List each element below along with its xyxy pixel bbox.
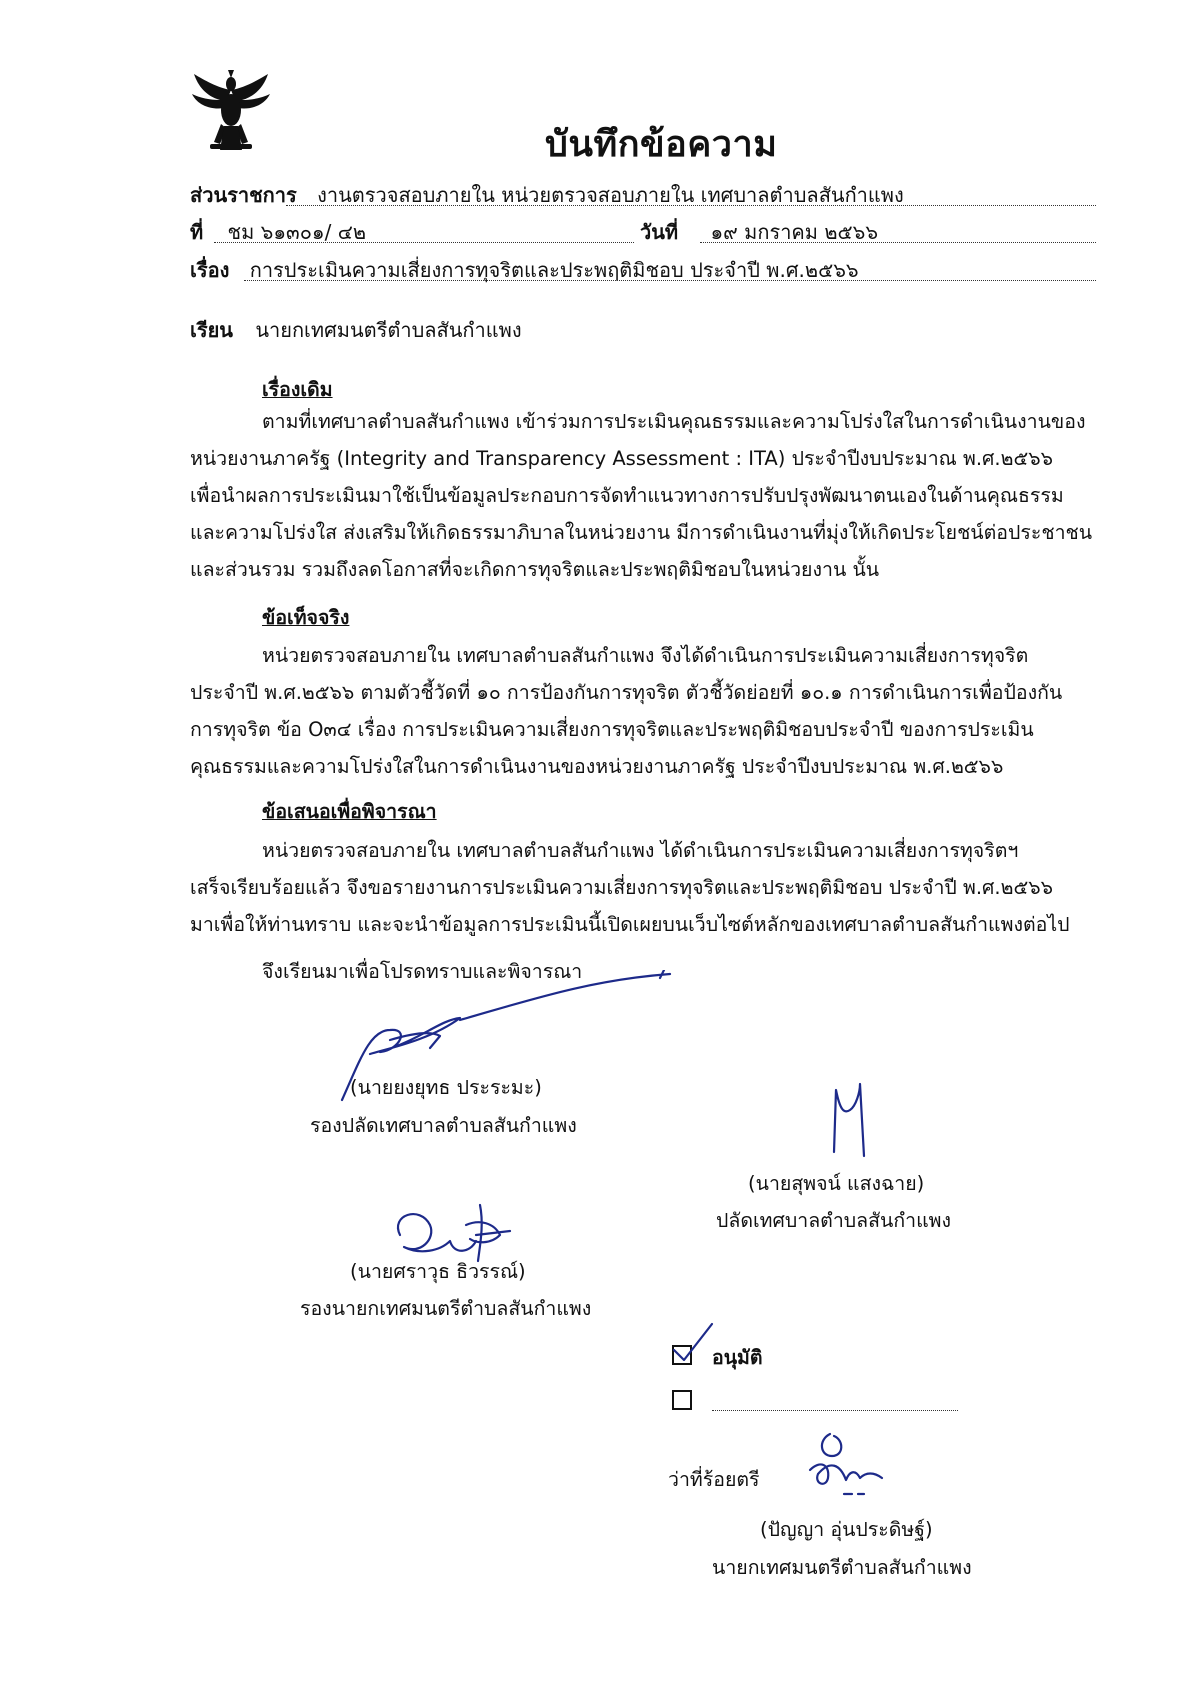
subject-label: เรื่อง [190,258,230,282]
to-label: เรียน [190,318,233,342]
section-heading-proposal: ข้อเสนอเพื่อพิจารณา [262,800,437,823]
agency-dotted-line [286,205,1096,206]
ref-value: ชม ๖๑๓๐๑/ ๔๒ [227,220,367,244]
signer-4-name: (ปัญญา อุ่นประดิษฐ์) [760,1518,933,1541]
signature-2 [820,1080,880,1160]
body-line: เสร็จเรียบร้อยแล้ว จึงขอรายงานการประเมินความเสี่ยงการทุจริตและประพฤติมิชอบ ประจำปี พ.ศ.๒๕๖๖ [190,876,1053,899]
date-row [640,216,878,248]
checkmark-icon [670,1320,716,1366]
memo-title: บันทึกข้อความ [545,124,778,165]
body-line: และความโปร่งใส ส่งเสริมให้เกิดธรรมาภิบาลในหน่วยงาน มีการดำเนินงานที่มุ่งให้เกิดประโยชน์ต่อประชาชน [190,521,1093,544]
body-line: คุณธรรมและความโปร่งใสในการดำเนินงานของหน่วยงานภาครัฐ ประจำปีงบประมาณ พ.ศ.๒๕๖๖ [190,755,1004,778]
agency-value: งานตรวจสอบภายใน หน่วยตรวจสอบภายใน เทศบาลตำบลสันกำแพง [317,183,904,207]
other-option-dotted-line [712,1410,958,1411]
ref-label: ที่ [190,220,204,244]
body-line: หน่วยตรวจสอบภายใน เทศบาลตำบลสันกำแพง จึงได้ดำเนินการประเมินความเสี่ยงการทุจริต [262,644,1029,667]
signer-4-title: นายกเทศมนตรีตำบลสันกำแพง [712,1556,972,1579]
body-line: ประจำปี พ.ศ.๒๕๖๖ ตามตัวชี้วัดที่ ๑๐ การป้องกันการทุจริต ตัวชี้วัดย่อยที่ ๑๐.๑ การดำเนินการเพื่อป้องกัน [190,681,1063,704]
signer-3-name: (นายศราวุธ ธิวรรณ์) [350,1260,526,1283]
subject-value: การประเมินความเสี่ยงการทุจริตและประพฤติมิชอบ ประจำปี พ.ศ.๒๕๖๖ [249,258,859,282]
body-line: หน่วยตรวจสอบภายใน เทศบาลตำบลสันกำแพง ได้ดำเนินการประเมินความเสี่ยงการทุจริตฯ [262,839,1019,862]
rank-prefix: ว่าที่ร้อยตรี [668,1468,760,1491]
garuda-emblem-icon [190,70,272,152]
signature-4 [800,1420,910,1500]
approve-label: อนุมัติ [712,1346,763,1369]
section-heading-background: เรื่องเดิม [262,378,333,401]
ref-row [190,216,366,248]
body-line: และส่วนรวม รวมถึงลดโอกาสที่จะเกิดการทุจริตและประพฤติมิชอบในหน่วยงาน นั้น [190,558,880,581]
agency-label: ส่วนราชการ [190,183,297,207]
body-line: ตามที่เทศบาลตำบลสันกำแพง เข้าร่วมการประเมินคุณธรรมและความโปร่งใสในการดำเนินงานของ [262,410,1086,433]
date-label: วันที่ [640,220,679,244]
body-line: เพื่อนำผลการประเมินมาใช้เป็นข้อมูลประกอบการจัดทำแนวทางการปรับปรุงพัฒนาตนเองในด้านคุณธรรม [190,484,1064,507]
body-line: มาเพื่อให้ท่านทราบ และจะนำข้อมูลการประเมินนี้เปิดเผยบนเว็บไซต์หลักของเทศบาลตำบลสันกำแพงต่อไป [190,913,1070,936]
signer-3-title: รองนายกเทศมนตรีตำบลสันกำแพง [300,1297,592,1320]
other-option-checkbox[interactable] [672,1390,692,1410]
subject-dotted-line [244,280,1096,281]
date-value: ๑๙ มกราคม ๒๕๖๖ [710,220,879,244]
agency-row [190,179,904,211]
signer-1-name: (นายยงยุทธ ประระมะ) [350,1076,542,1099]
body-line: หน่วยงานภาครัฐ (Integrity and Transparency Assessment : ITA) ประจำปีงบประมาณ พ.ศ.๒๕๖๖ [190,447,1053,470]
ref-dotted-line [214,242,634,243]
signer-1-title: รองปลัดเทศบาลตำบลสันกำแพง [310,1114,577,1137]
closing-line: จึงเรียนมาเพื่อโปรดทราบและพิจารณา [262,960,583,983]
to-row [190,314,522,346]
subject-row [190,254,859,286]
signer-2-title: ปลัดเทศบาลตำบลสันกำแพง [716,1209,952,1232]
body-line: การทุจริต ข้อ O๓๔ เรื่อง การประเมินความเสี่ยงการทุจริตและประพฤติมิชอบประจำปี ของการประเมิน [190,718,1034,741]
section-heading-facts: ข้อเท็จจริง [262,606,350,629]
signer-2-name: (นายสุพจน์ แสงฉาย) [748,1172,925,1195]
date-dotted-line [700,242,1096,243]
to-value: นายกเทศมนตรีตำบลสันกำแพง [255,318,522,342]
